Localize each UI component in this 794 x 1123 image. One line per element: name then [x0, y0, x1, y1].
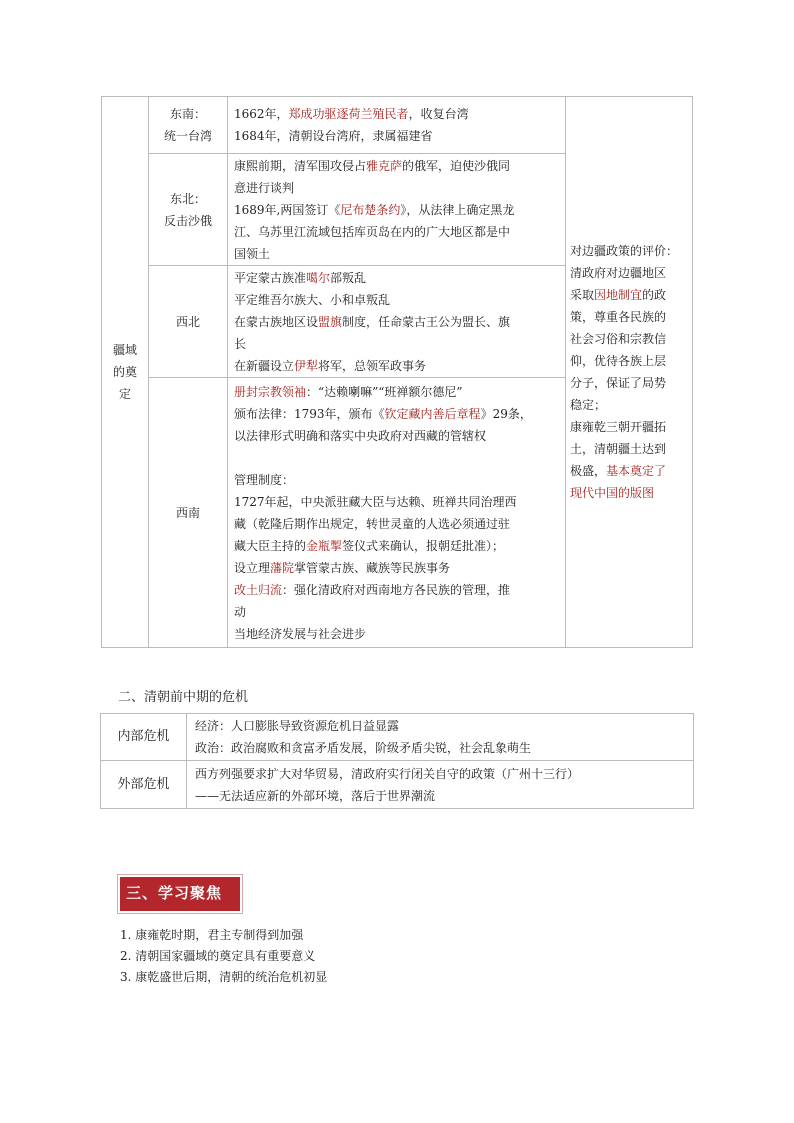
external-crisis-content: 西方列强要求扩大对华贸易，清政府实行闭关自守的政策（广州十三行） ——无法适应新的外部环境，落后于世界潮流 [187, 761, 694, 809]
text-segment: 在蒙古族地区设 [234, 314, 319, 329]
text-segment: 制度，任命蒙古王公为盟长、旗 [342, 314, 511, 329]
crisis-table [100, 713, 694, 809]
text-line [234, 425, 559, 447]
text-segment: 的俄军，迫使沙俄同 [402, 158, 511, 173]
text-line [570, 262, 688, 284]
highlight-text: 雅克萨 [366, 158, 403, 173]
text-segment: ，隶属福建省 [360, 129, 433, 143]
text-segment: 社会习俗和宗教信 [570, 332, 667, 346]
text-segment: 康雍乾三朝开疆拓 [570, 420, 667, 434]
badge-title: 三、学习聚焦 [126, 884, 223, 902]
text-line [234, 289, 559, 311]
highlight-text: 伊犁 [294, 358, 319, 373]
text-segment: 稳定； [570, 398, 607, 412]
text-line [234, 267, 559, 289]
text-segment: 策，尊重各民族的 [570, 310, 667, 324]
text-segment: 1684年，清朝设台湾府 [234, 129, 361, 143]
text-segment: 设立理 [234, 560, 271, 575]
text-line [570, 240, 688, 262]
text-line [234, 601, 559, 623]
text-segment: 1689年,两国签订《 [234, 202, 341, 217]
text-line [234, 355, 559, 377]
focus-item: 1. 康雍乾时期，君主专制得到加强 [120, 928, 304, 942]
text-segment: 藏大臣主持的 [234, 538, 307, 553]
content-southeast [228, 97, 566, 154]
text-segment: 采取 [570, 288, 595, 302]
text-line [570, 350, 688, 372]
text-segment: 土，清朝疆土达到 [570, 442, 667, 456]
text-line [234, 155, 559, 177]
text-line [234, 557, 559, 579]
focus-item: 2. 清朝国家疆域的奠定具有重要意义 [120, 949, 316, 963]
text-line [234, 103, 559, 125]
text-line [570, 284, 688, 306]
text-line [234, 311, 559, 333]
focus-item: 3. 康乾盛世后期，清朝的统治危机初显 [120, 970, 328, 984]
text-segment: 》，从法律上确定黑龙 [400, 202, 515, 217]
highlight-text: 尼布楚条约 [340, 202, 401, 217]
text-segment: 藏（乾隆后期作出规定，转世灵童的人选必须通过驻 [234, 516, 511, 531]
study-focus-badge [112, 871, 244, 913]
text-segment: 仰，优待各族上层 [570, 354, 667, 368]
text-line [234, 469, 559, 491]
text-line [234, 491, 559, 513]
crisis-heading: 二、清朝前中期的危机 [118, 690, 249, 705]
text-segment: 对边疆政策的评价： [570, 244, 679, 258]
text-line [234, 447, 559, 469]
text-line [570, 438, 688, 460]
text-line [234, 623, 559, 645]
text-segment: 意进行谈判 [234, 180, 295, 195]
text-segment: 长 [234, 336, 247, 351]
text-segment: ：“达赖喇嘛”“班禅额尔德尼” [306, 384, 463, 399]
highlight-text: 基本奠定了 [606, 464, 667, 478]
text-segment: 当地经济发展与社会进步 [234, 626, 367, 641]
region-southwest: 西南 [149, 378, 228, 648]
content-northeast [228, 154, 566, 266]
focus-list [120, 925, 327, 988]
text-segment: 平定维吾尔族大、小和卓叛乱 [234, 292, 391, 307]
text-line [570, 372, 688, 394]
highlight-text: 改土归流 [234, 582, 283, 597]
external-crisis-label: 外部危机 [101, 761, 187, 809]
region-northeast: 东北： 反击沙俄 [149, 154, 228, 266]
frontier-section-label: 疆域 的奠 定 [102, 97, 149, 648]
text-segment: 签仪式来确认，报朝廷批准）； [342, 538, 505, 553]
content-southwest [228, 378, 566, 648]
text-line [570, 328, 688, 350]
region-northwest: 西北 [149, 266, 228, 378]
highlight-text: 钦定藏内善后章程 [384, 406, 481, 421]
text-segment: 国领土 [234, 246, 271, 261]
text-segment: 极盛， [570, 464, 607, 478]
highlight-text: 噶尔 [306, 270, 331, 285]
text-segment: 以法律形式明确和落实中央政府对西藏的管辖权 [234, 428, 487, 443]
text-line [570, 460, 688, 482]
highlight-text: 郑成功驱逐荷兰殖民者 [288, 107, 409, 121]
highlight-text: 册封宗教领袖 [234, 384, 307, 399]
highlight-text: 现代中国的版图 [570, 486, 655, 500]
text-segment: 清政府对边疆地区 [570, 266, 667, 280]
text-line [234, 177, 559, 199]
text-line [570, 394, 688, 416]
text-segment: 将军，总领军政事务 [318, 358, 427, 373]
text-segment: 掌管蒙古族、藏族等民族事务 [294, 560, 451, 575]
internal-crisis-label: 内部危机 [101, 714, 187, 761]
internal-crisis-content: 经济：人口膨胀导致资源危机日益显露 政治：政治腐败和贪富矛盾发展，阶级矛盾尖锐，社会乱象萌生 [187, 714, 694, 761]
text-segment: 的政 [642, 288, 667, 302]
text-segment: 颁布法律：1793年，颁布《 [234, 406, 385, 421]
highlight-text: 藩院 [270, 560, 295, 575]
highlight-text: 盟旗 [318, 314, 343, 329]
text-segment: 1662年， [234, 107, 289, 121]
frontier-table [101, 96, 693, 648]
text-segment: 动 [234, 604, 247, 619]
text-segment: ：强化清政府对西南地方各民族的管理，推 [282, 582, 511, 597]
text-segment: 江、乌苏里江流域包括库页岛在内的广大地区都是中 [234, 224, 511, 239]
text-line [234, 513, 559, 535]
text-segment: 管理制度： [234, 472, 295, 487]
text-line [570, 306, 688, 328]
text-segment: 1727年起，中央派驻藏大臣与达赖、班禅共同治理西 [234, 494, 517, 509]
text-line [234, 125, 559, 147]
text-line [234, 535, 559, 557]
highlight-text: 因地制宜 [594, 288, 643, 302]
text-line [234, 579, 559, 601]
text-line [234, 221, 559, 243]
text-line [570, 482, 688, 504]
text-line [234, 199, 559, 221]
text-segment: 分子，保证了局势 [570, 376, 667, 390]
text-segment: 平定蒙古族准 [234, 270, 307, 285]
content-northwest [228, 266, 566, 378]
text-line [234, 403, 559, 425]
text-line [234, 381, 559, 403]
region-southeast: 东南： 统一台湾 [149, 97, 228, 154]
evaluation-cell [566, 97, 693, 648]
text-line [234, 333, 559, 355]
highlight-text: 金瓶掣 [306, 538, 343, 553]
text-segment: 在新疆设立 [234, 358, 295, 373]
text-segment: 》29条， [480, 406, 532, 421]
text-line [234, 243, 559, 265]
text-segment: ，收复台湾 [408, 107, 469, 121]
text-line [570, 416, 688, 438]
text-segment: 康熙前期，清军围攻侵占 [234, 158, 367, 173]
text-segment: 部叛乱 [330, 270, 367, 285]
